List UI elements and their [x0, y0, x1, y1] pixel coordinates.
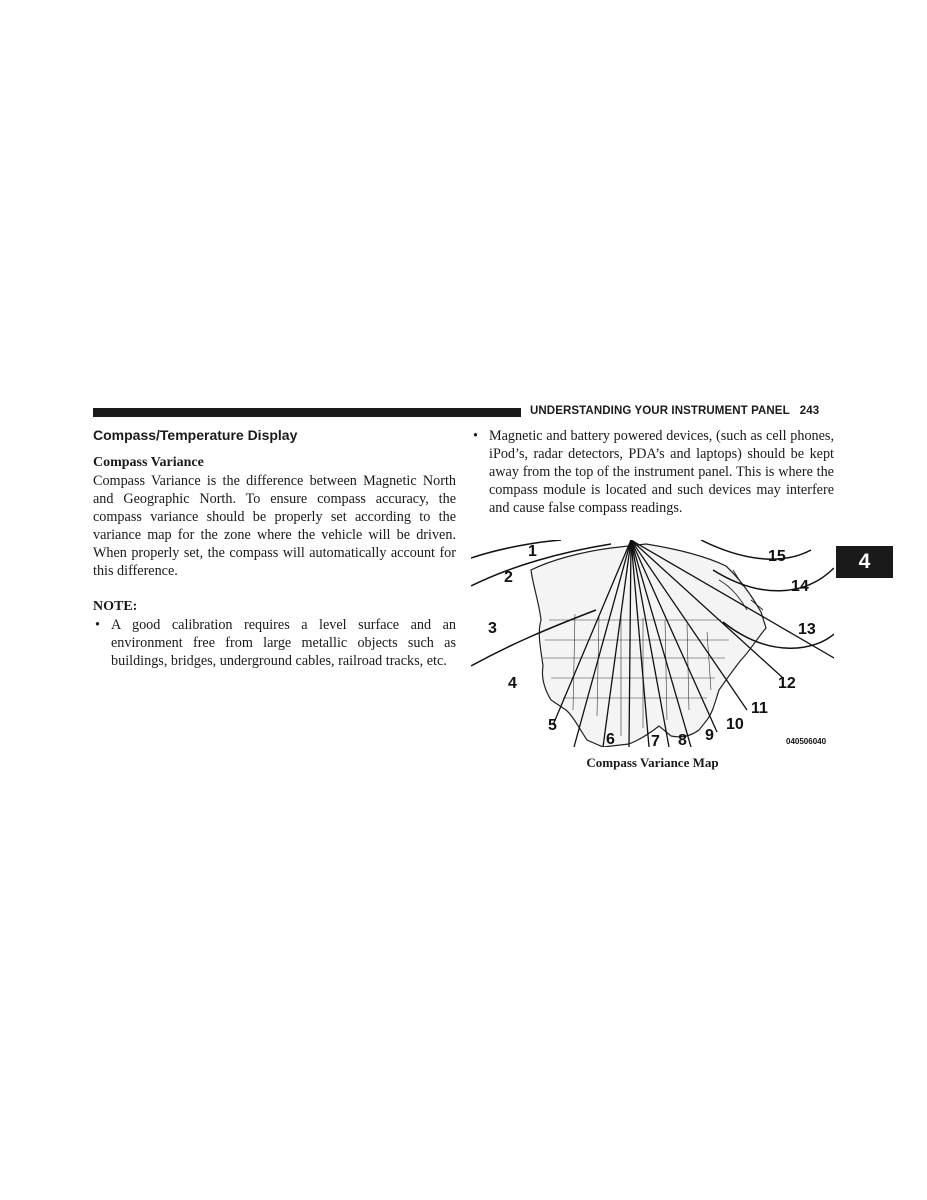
zone-label: 15 [768, 548, 786, 565]
note-bullet-text: A good calibration requires a level surface and an environment free from large metallic objects such as buildings, bridges, underground cables, railroad tracks, etc. [111, 617, 456, 669]
zone-label: 10 [726, 716, 744, 733]
note-bullet [93, 616, 456, 670]
zone-label: 5 [548, 717, 557, 734]
right-column [471, 427, 834, 517]
devices-bullet-text: Magnetic and battery powered devices, (such as cell phones, iPod’s, radar detectors, PDA’s and laptops) should be kept away from the top of the instrument panel. This is where the compass module is located and such devices may interfere and cause false compass readings. [489, 428, 834, 516]
running-title: UNDERSTANDING YOUR INSTRUMENT PANEL [530, 405, 790, 417]
note-label: NOTE: [93, 599, 138, 614]
page-number: 243 [799, 405, 820, 417]
zone-label: 7 [651, 733, 660, 747]
figure-caption: Compass Variance Map [586, 755, 719, 770]
bullet-dot: • [473, 428, 478, 444]
running-header [530, 405, 819, 417]
section-title: Compass/Temperature Display [93, 427, 298, 443]
chapter-tab[interactable]: 4 [836, 546, 893, 578]
zone-label: 12 [778, 675, 796, 692]
devices-bullet [471, 427, 834, 517]
zone-label: 11 [751, 700, 768, 717]
zone-label: 4 [508, 675, 517, 692]
zone-label: 6 [606, 731, 615, 747]
compass-variance-map [471, 540, 834, 747]
subsection-title: Compass Variance [93, 455, 204, 470]
zone-label: 3 [488, 620, 497, 637]
zone-label: 1 [528, 543, 537, 560]
variance-paragraph: Compass Variance is the difference between Magnetic North and Geographic North. To ensure compass accuracy, the compass variance should be properly set according to the variance map for the zone where the vehicle will be driven. When properly set, the compass will automatically account for this difference. [93, 473, 456, 579]
header-rule [93, 408, 521, 417]
bullet-dot: • [95, 617, 100, 633]
zone-label: 14 [791, 578, 809, 595]
zone-label: 2 [504, 569, 513, 586]
left-column [93, 427, 456, 670]
zone-label: 9 [705, 727, 714, 744]
zone-label: 8 [678, 732, 687, 747]
image-code: 040506040 [786, 737, 827, 746]
zone-label: 13 [798, 621, 816, 638]
